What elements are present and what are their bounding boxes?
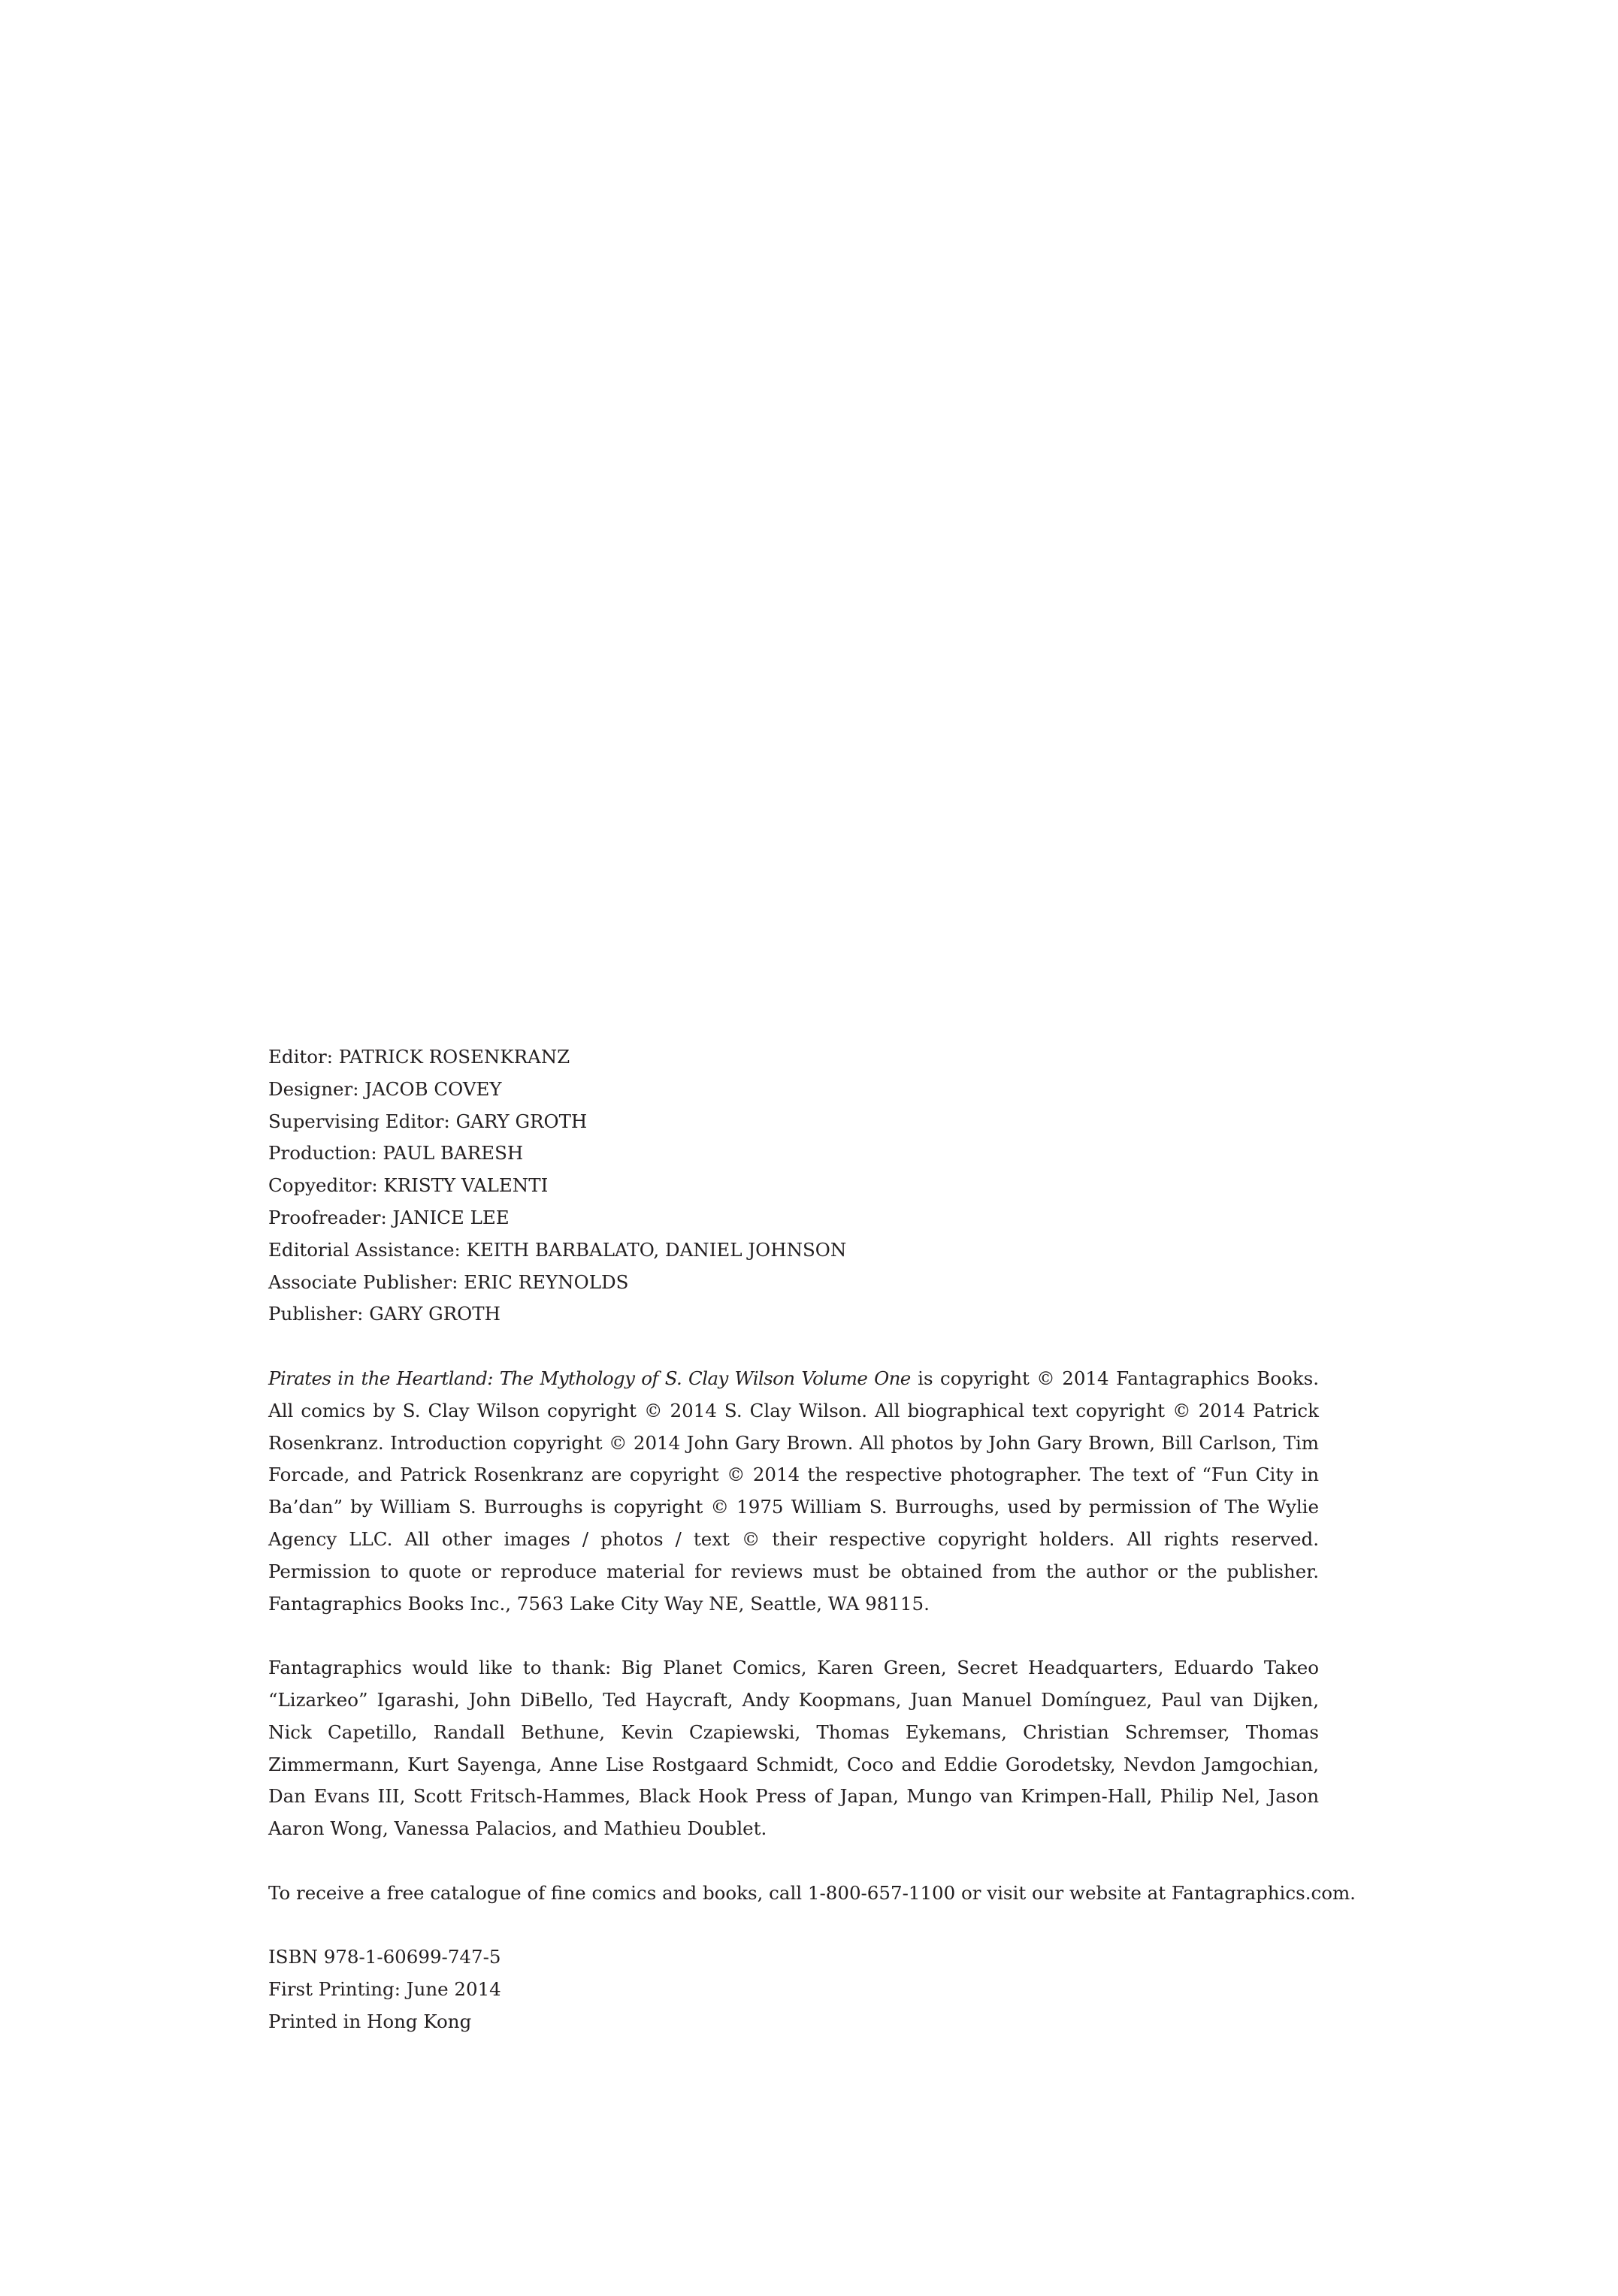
credit-line	[268, 1267, 1319, 1299]
credit-line	[268, 1137, 1319, 1170]
credit-role: Proofreader:	[268, 1206, 387, 1228]
credit-name: KEITH BARBALATO, DANIEL JOHNSON	[466, 1238, 847, 1261]
credit-line	[268, 1234, 1319, 1267]
credit-line	[268, 1041, 1319, 1074]
printed-in: Printed in Hong Kong	[268, 2010, 472, 2032]
copyright-text: is copyright © 2014 Fantagraphics Books. All comics by S. Clay Wilson copyright © 2014 S. Clay Wilson. All biographical text copyright © 2014 Patrick Rosenkranz. Introduction copyright © 2014 John Gary Brown. All photos by John Gary Brown, Bill Carlson, Tim Forcade, and Patrick Rosenkranz are copyright © 2014 the respective photographer. The text of “Fun City in Ba’dan” by William S. Burroughs is copyright © 1975 William S. Burroughs, used by permission of The Wylie Agency LLC. All other images / photos / text © their respective copyright holders. All rights reserved. Permission to quote or reproduce material for reviews must be obtained from the author or the publisher. Fantagraphics Books Inc., 7563 Lake City Way NE, Seattle, WA 98115.	[268, 1367, 1319, 1615]
copyright-notice	[268, 1363, 1319, 1620]
credit-role: Editorial Assistance:	[268, 1238, 461, 1261]
first-printing: First Printing: June 2014	[268, 1978, 501, 2001]
credit-name: JACOB COVEY	[364, 1077, 502, 1100]
credit-line	[268, 1106, 1319, 1138]
credit-role: Publisher:	[268, 1303, 364, 1325]
credit-role: Editor:	[268, 1046, 333, 1068]
credit-name: PATRICK ROSENKRANZ	[338, 1046, 570, 1068]
credit-name: GARY GROTH	[369, 1303, 501, 1325]
credit-role: Associate Publisher:	[268, 1270, 458, 1293]
isbn: ISBN 978-1-60699-747-5	[268, 1946, 501, 1968]
credit-name: ERIC REYNOLDS	[464, 1270, 629, 1293]
credit-role: Designer:	[268, 1077, 359, 1100]
credit-line	[268, 1202, 1319, 1234]
credit-name: JANICE LEE	[392, 1206, 510, 1228]
credit-line	[268, 1074, 1319, 1106]
colophon-block	[268, 1041, 1356, 2038]
credit-role: Supervising Editor:	[268, 1110, 450, 1132]
acknowledgements: Fantagraphics would like to thank: Big Planet Comics, Karen Green, Secret Headquarters, Eduardo Takeo “Lizarkeo” Igarashi, John DiBello, Ted Haycraft, Andy Koopmans, Juan Manuel Domínguez, Paul van Dijken, Nick Capetillo, Randall Bethune, Kevin Czapiewski, Thomas Eykemans, Christian Schremser, Thomas Zimmermann, Kurt Sayenga, Anne Lise Rostgaard Schmidt, Coco and Eddie Gorodetsky, Nevdon Jamgochian, Dan Evans III, Scott Fritsch-Hammes, Black Hook Press of Japan, Mungo van Krimpen-Hall, Philip Nel, Jason Aaron Wong, Vanessa Palacios, and Mathieu Doublet.	[268, 1657, 1319, 1840]
credit-role: Production:	[268, 1142, 377, 1165]
credits-list	[268, 1041, 1319, 1331]
credit-role: Copyeditor:	[268, 1174, 378, 1197]
credit-line	[268, 1298, 1319, 1331]
credit-name: GARY GROTH	[455, 1110, 588, 1132]
catalogue-notice: To receive a free catalogue of fine comics and books, call 1-800-657-1100 or visit our website at Fantagraphics.com.	[268, 1881, 1356, 1904]
credit-name: KRISTY VALENTI	[383, 1174, 549, 1197]
book-title: Pirates in the Heartland: The Mythology of S. Clay Wilson Volume One	[268, 1367, 911, 1389]
credit-line	[268, 1170, 1319, 1202]
credit-name: PAUL BARESH	[383, 1142, 524, 1165]
print-info	[268, 1941, 1319, 2038]
